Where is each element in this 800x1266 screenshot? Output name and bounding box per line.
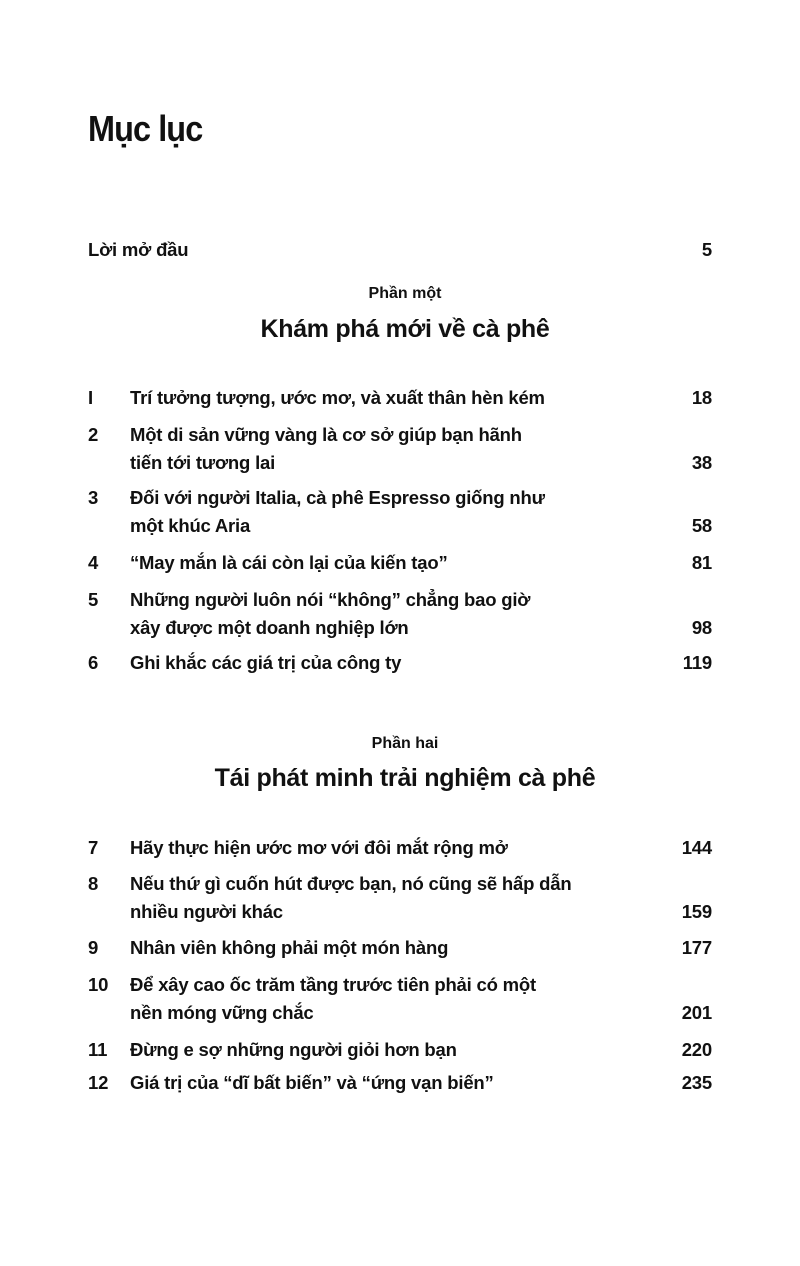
chapter-title-line: Nhân viên không phải một món hàng [130, 937, 449, 958]
chapter-title-line: xây được một doanh nghiệp lớn [130, 617, 409, 638]
chapter-title [130, 484, 630, 540]
chapter-title-line: Đối với người Italia, cà phê Espresso giống như [130, 487, 545, 508]
toc-entry [88, 1036, 712, 1064]
chapter-title-line: “May mắn là cái còn lại của kiến tạo” [130, 552, 448, 573]
toc-entry [88, 971, 712, 1027]
chapter-page: 81 [691, 552, 712, 573]
chapter-title-line: Hãy thực hiện ước mơ với đôi mắt rộng mở [130, 837, 508, 858]
part-label: Phần một [368, 285, 442, 302]
chapter-number: 3 [88, 487, 99, 508]
toc-entry [88, 870, 712, 926]
toc-entry [88, 586, 712, 642]
chapter-number: 6 [88, 652, 99, 673]
chapter-number: 7 [88, 837, 99, 858]
chapter-title [130, 649, 630, 677]
chapter-number: 4 [88, 552, 99, 573]
chapter-title [130, 934, 630, 962]
chapter-page: 144 [681, 837, 712, 858]
entry-label: Lời mở đầu [88, 239, 189, 260]
chapter-page: 177 [681, 937, 712, 958]
chapter-page: 58 [691, 515, 712, 536]
part-title: Tái phát minh trải nghiệm cà phê [214, 764, 596, 792]
chapter-title-line: Giá trị của “dĩ bất biến” và “ứng vạn biến” [130, 1072, 494, 1093]
part-title: Khám phá mới về cà phê [260, 315, 550, 343]
chapter-number: 11 [88, 1039, 108, 1060]
chapter-title-line: Một di sản vững vàng là cơ sở giúp bạn hãnh [130, 424, 522, 445]
chapter-page: 119 [682, 652, 712, 673]
chapter-title-line: Để xây cao ốc trăm tầng trước tiên phải có một [130, 974, 536, 995]
chapter-title [130, 971, 630, 1027]
chapter-page: 235 [681, 1072, 712, 1093]
chapter-number: 5 [88, 589, 99, 610]
chapter-page: 18 [691, 387, 712, 408]
toc-entry [88, 421, 712, 477]
chapter-title [130, 384, 630, 412]
chapter-page: 98 [691, 617, 712, 638]
chapter-page: 201 [681, 1002, 712, 1023]
entry-page: 5 [701, 239, 712, 260]
chapter-title-line: nhiều người khác [130, 901, 283, 922]
chapter-title-line: nền móng vững chắc [130, 1002, 314, 1023]
toc-entry [88, 549, 712, 577]
chapter-title [130, 549, 630, 577]
chapter-title [130, 1036, 630, 1064]
chapter-title-line: Những người luôn nói “không” chẳng bao giờ [130, 589, 531, 610]
chapter-title-line: tiến tới tương lai [130, 452, 276, 473]
chapter-title-line: Ghi khắc các giá trị của công ty [130, 652, 402, 673]
toc-entry [88, 384, 712, 412]
chapter-number: 9 [88, 937, 99, 958]
toc-entry [88, 834, 712, 862]
chapter-title-line: Đừng e sợ những người giỏi hơn bạn [130, 1039, 457, 1060]
chapter-title [130, 870, 630, 926]
chapter-title-line: một khúc Aria [130, 515, 251, 536]
toc-entry [88, 484, 712, 540]
chapter-number: 2 [88, 424, 99, 445]
toc-entry [88, 649, 712, 677]
chapter-title [130, 1069, 630, 1097]
chapter-page: 159 [681, 901, 712, 922]
chapter-number: 12 [88, 1072, 109, 1093]
part-label: Phần hai [371, 735, 439, 752]
chapter-title-line: Nếu thứ gì cuốn hút được bạn, nó cũng sẽ hấp dẫn [130, 873, 572, 894]
toc-entry-preface [88, 236, 712, 264]
chapter-title [130, 834, 630, 862]
chapter-title [130, 421, 630, 477]
chapter-number: 8 [88, 873, 99, 894]
chapter-page: 220 [681, 1039, 712, 1060]
chapter-title-line: Trí tưởng tượng, ước mơ, và xuất thân hèn kém [130, 387, 545, 408]
chapter-number: I [88, 387, 93, 408]
toc-entry [88, 934, 712, 962]
chapter-title [130, 586, 630, 642]
page-title: Mục lục [88, 108, 203, 149]
toc-entry [88, 1069, 712, 1097]
chapter-page: 38 [691, 452, 712, 473]
chapter-number: 10 [88, 974, 109, 995]
